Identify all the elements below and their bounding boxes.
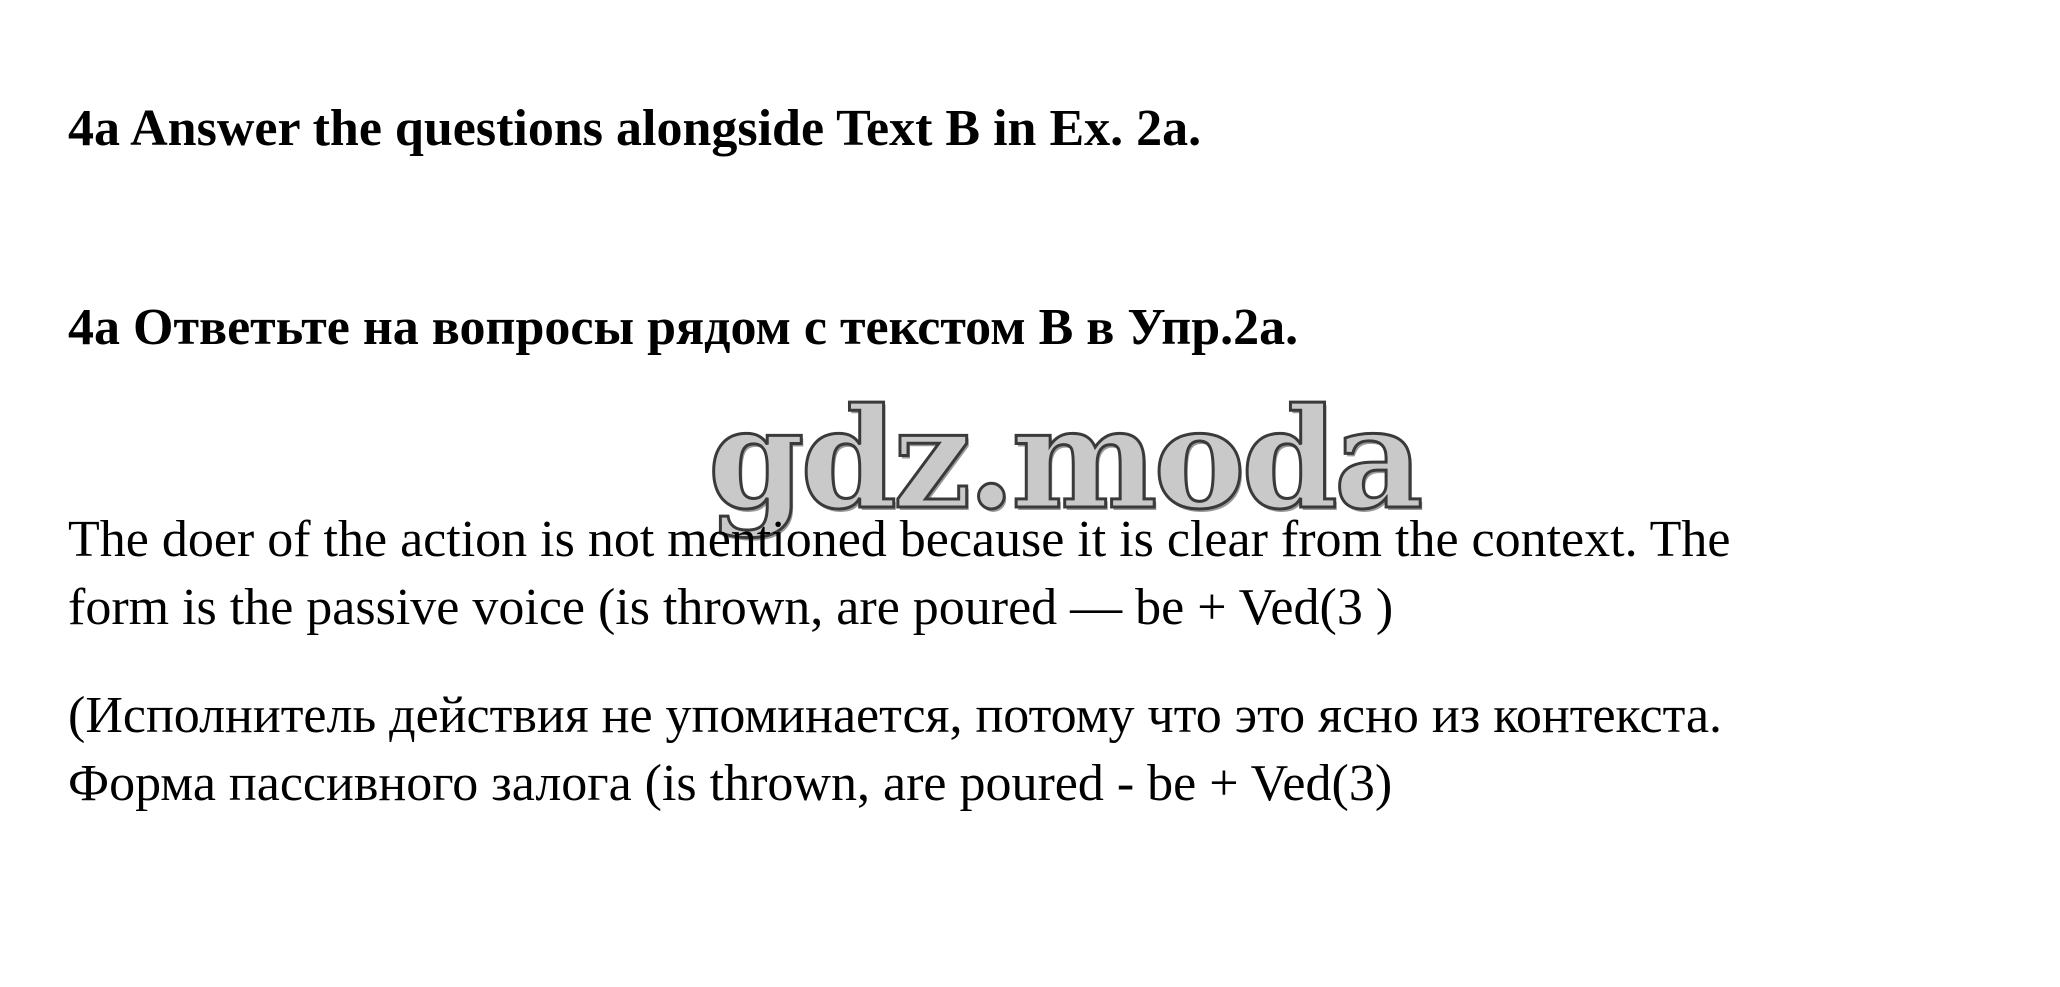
answer-english-line: The doer of the action is not mentioned because it is clear from the context. The — [68, 511, 1731, 568]
task-heading-russian: 4a Ответьте на вопросы рядом с текстом В в Упр.2а. — [68, 299, 1299, 356]
task-heading-english: 4a Answer the questions alongside Text B in Ex. 2a. — [68, 100, 1202, 157]
answer-russian-line: Форма пассивного залога (is thrown, are poured - be + Ved(3) — [68, 755, 1393, 812]
answer-russian-line: (Исполнитель действия не упоминается, потому что это ясно из контекста. — [68, 687, 1723, 744]
answer-russian — [68, 682, 1722, 818]
watermark-logo: gdz.moda — [708, 377, 1420, 540]
answer-english — [68, 506, 1730, 642]
answer-english-line: form is the passive voice (is thrown, are poured — be + Ved(3 ) — [68, 579, 1394, 636]
